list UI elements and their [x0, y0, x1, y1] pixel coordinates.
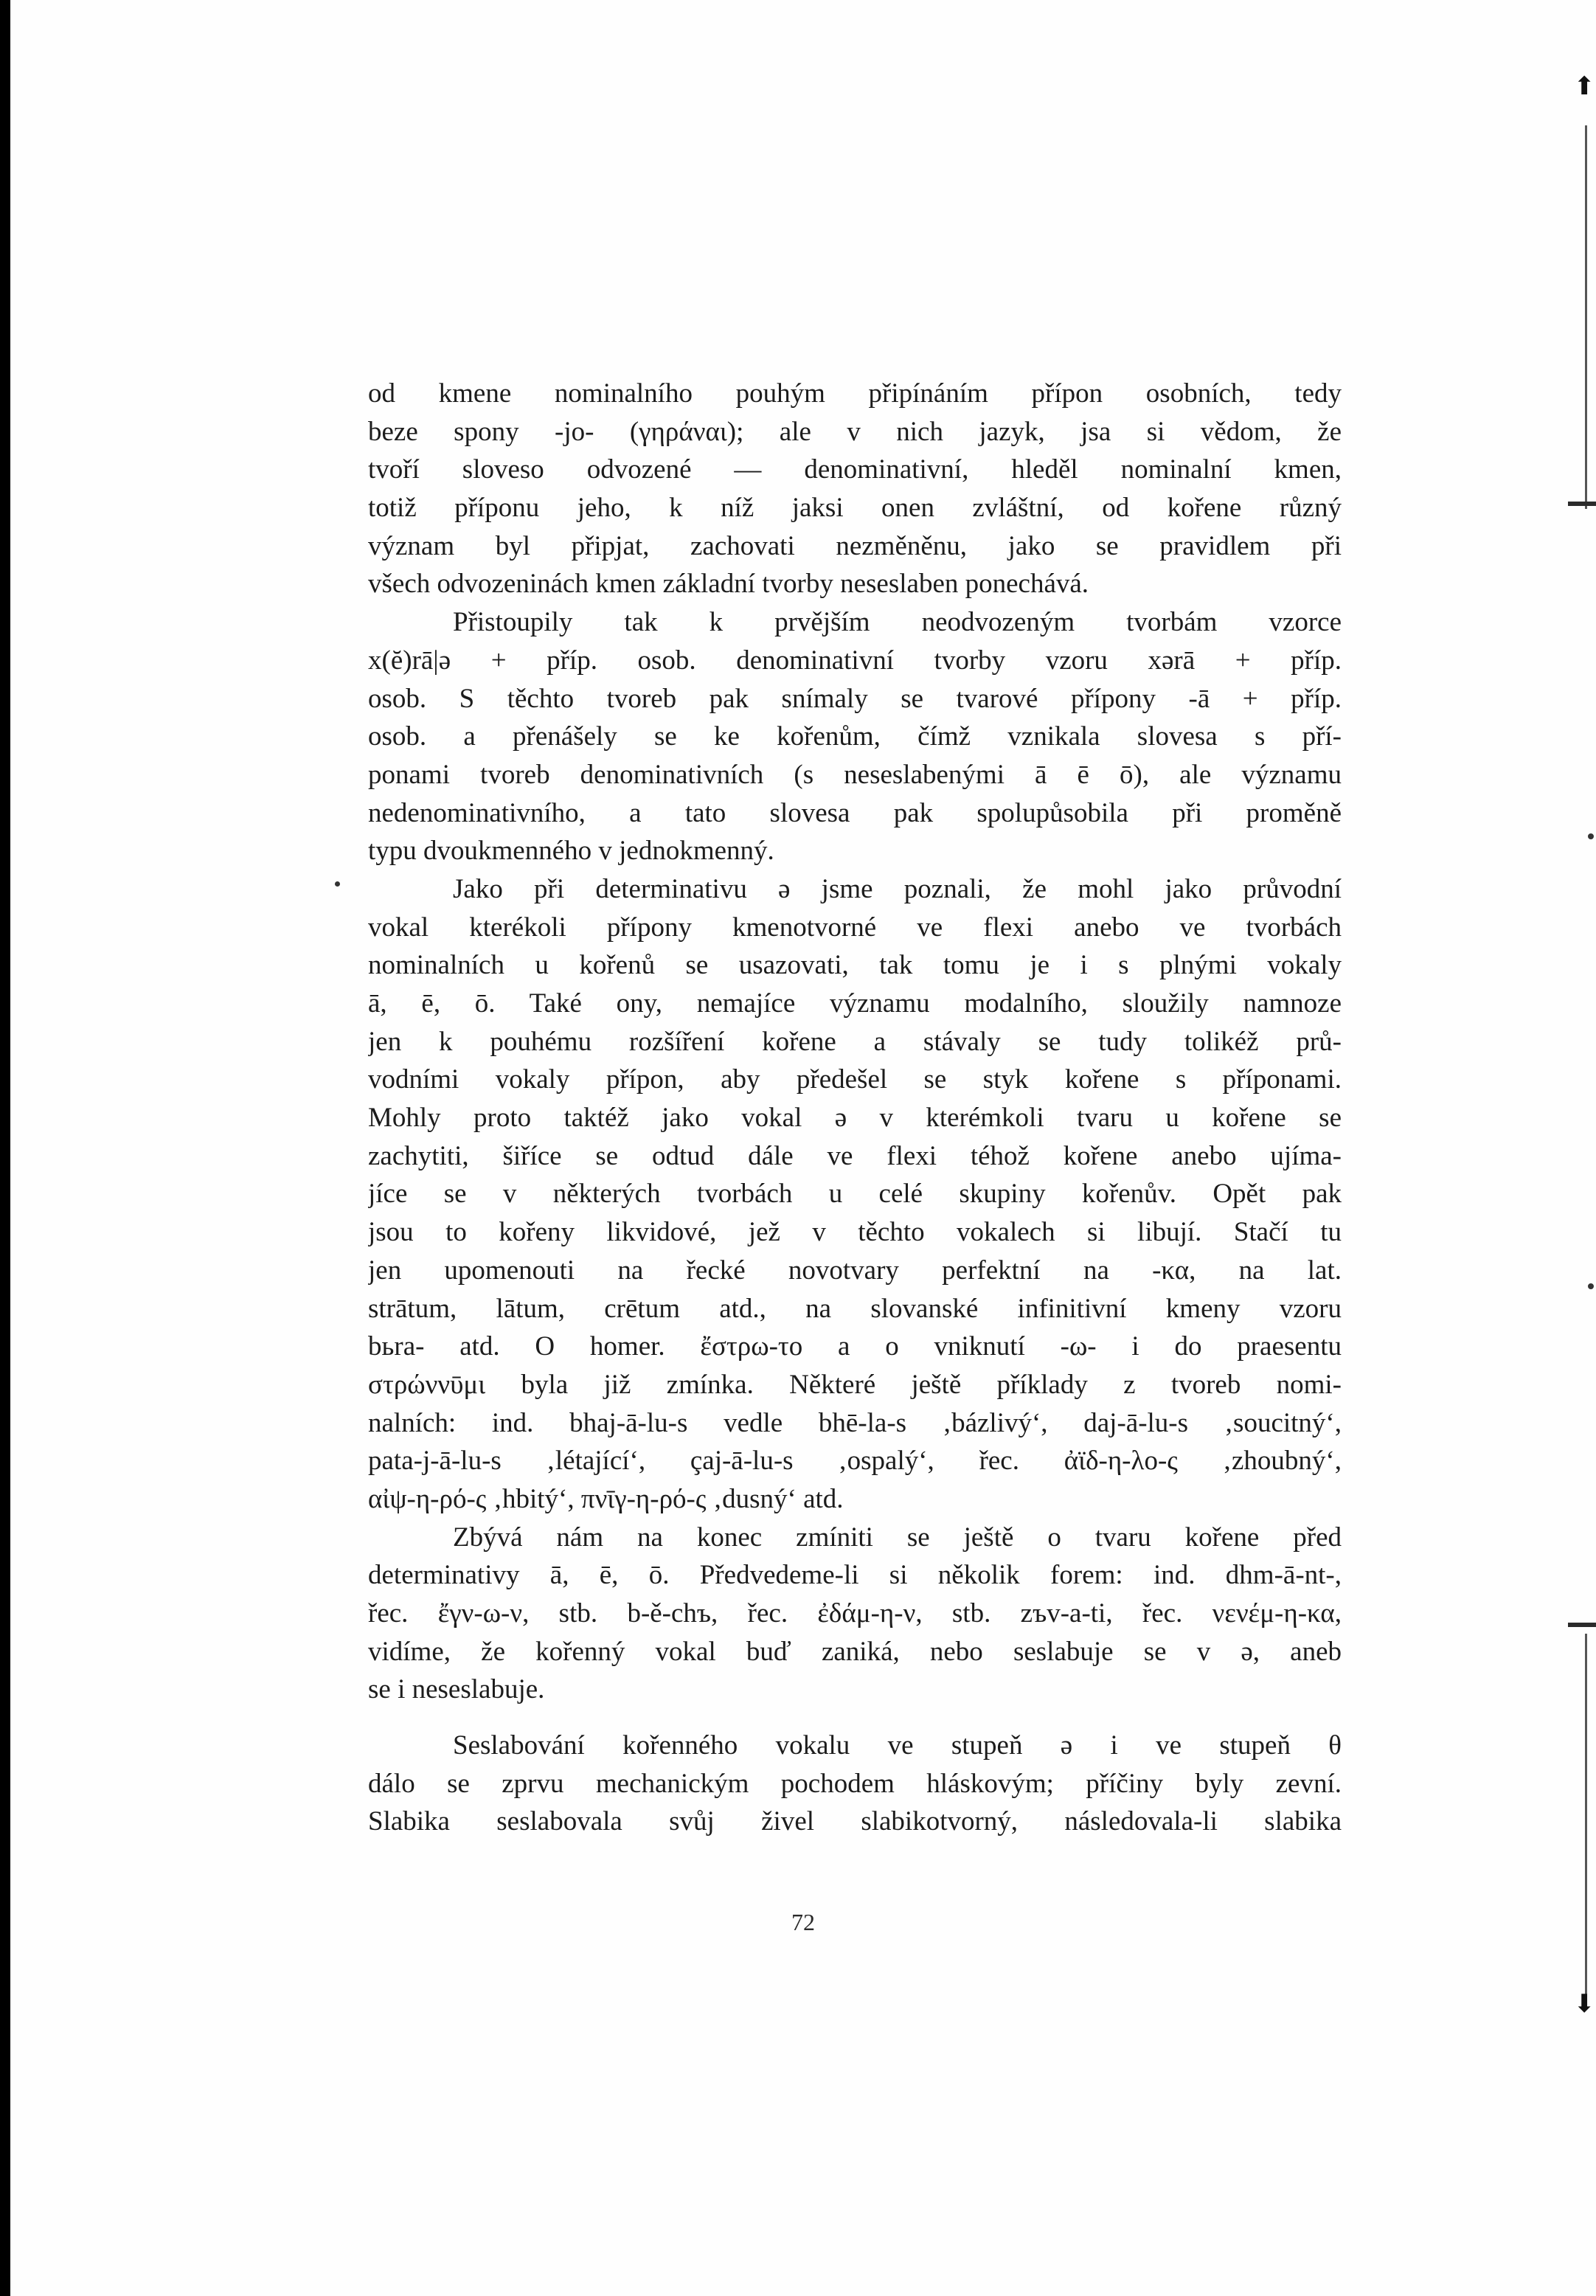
- scan-edge-rule: [1585, 125, 1587, 509]
- text-line: vokal kterékoli přípony kmenotvorné ve flexi anebo ve tvorbách: [368, 912, 1342, 943]
- text-line: jen upomenouti na řecké novotvary perfektní na -κα, na lat.: [368, 1255, 1342, 1286]
- text-line: všech odvozeninách kmen základní tvorby neseslaben ponechává.: [368, 569, 1089, 600]
- scan-arrow-up-icon: ⬆: [1574, 72, 1595, 101]
- scanned-page: [10, 0, 1596, 2296]
- text-line: beze spony -jo- (γηράναι); ale v nich jazyk, jsa si vědom, že: [368, 416, 1342, 447]
- text-line: osob. a přenášely se ke kořenům, čímž vznikala slovesa s pří-: [368, 721, 1342, 752]
- text-line: jíce se v některých tvorbách u celé skupiny kořenův. Opět pak: [368, 1179, 1342, 1210]
- text-line: στρώννῡμι byla již zmínka. Některé ještě příklady z tvoreb nomi-: [368, 1369, 1342, 1400]
- scan-registration-mark: [1568, 502, 1596, 506]
- text-line: zachytiti, šiříce se odtud dále ve flexi téhož kořene anebo ujíma-: [368, 1140, 1342, 1171]
- text-line: jsou to kořeny likvidové, jež v těchto vokalech si libují. Stačí tu: [368, 1217, 1342, 1248]
- text-line: strātum, lātum, crētum atd., na slovanské infinitivní kmeny vzoru: [368, 1293, 1342, 1324]
- text-line: význam byl připjat, zachovati nezměněnu, jako se pravidlem při: [368, 530, 1342, 561]
- text-line: od kmene nominalního pouhým připínáním přípon osobních, tedy: [368, 378, 1342, 409]
- scan-speck: [335, 881, 340, 887]
- text-line: se i neseslabuje.: [368, 1674, 545, 1705]
- page-number: 72: [791, 1909, 815, 1935]
- scan-edge-rule: [1585, 1634, 1587, 2002]
- text-line: Slabika seslabovala svůj živel slabikotvorný, následovala-li slabika: [368, 1806, 1342, 1837]
- text-line: tvoří sloveso odvozené — denominativní, hleděl nominalní kmen,: [368, 454, 1342, 485]
- text-line: vidíme, že kořenný vokal buď zaniká, nebo seslabuje se v ə, aneb: [368, 1636, 1342, 1667]
- text-line: totiž příponu jeho, k níž jaksi onen zvláštní, od kořene různý: [368, 493, 1342, 524]
- scan-registration-mark: [1568, 1623, 1596, 1627]
- text-line: nalních: ind. bhaj-ā-lu-s vedle bhē-la-s ‚bázlivý‘, daj-ā-lu-s ‚soucitný‘,: [368, 1407, 1342, 1438]
- text-line: nedenominativního, a tato slovesa pak spolupůsobila při proměně: [368, 797, 1342, 828]
- text-line: řec. ἔγν-ω-ν, stb. b-ě-chъ, řec. ἐδάμ-η-ν, stb. zъv-a-ti, řec. νενέμ-η-κα,: [368, 1598, 1342, 1629]
- scan-arrow-down-icon: ⬇: [1574, 1989, 1595, 2019]
- text-line: bьra- atd. O homer. ἔστρω-το a o vniknutí -ω- i do praesentu: [368, 1331, 1342, 1362]
- text-line: x(ĕ)rā|ə + příp. osob. denominativní tvorby vzoru xərā + příp.: [368, 645, 1342, 676]
- text-line: typu dvoukmenného v jednokmenný.: [368, 836, 774, 867]
- text-line: nominalních u kořenů se usazovati, tak tomu je i s plnými vokaly: [368, 950, 1342, 981]
- text-line: Mohly proto taktéž jako vokal ə v kterémkoli tvaru u kořene se: [368, 1103, 1342, 1134]
- text-line: Seslabování kořenného vokalu ve stupeň ə i ve stupeň θ: [453, 1730, 1342, 1761]
- text-line: jen k pouhému rozšíření kořene a stávaly se tudy tolikéž prů-: [368, 1026, 1342, 1057]
- scan-dot: [1588, 1283, 1594, 1289]
- scan-dot: [1588, 833, 1594, 839]
- text-line: αἰψ-η-ρό-ς ‚hbitý‘, πνῑγ-η-ρό-ς ‚dusný‘ atd.: [368, 1483, 844, 1514]
- text-line: ā, ē, ō. Také ony, nemajíce významu modalního, sloužily namnoze: [368, 988, 1342, 1019]
- text-line: vodními vokaly přípon, aby předešel se styk kořene s příponami.: [368, 1064, 1342, 1095]
- text-line: dálo se zprvu mechanickým pochodem hláskovým; příčiny byly zevní.: [368, 1768, 1342, 1799]
- text-line: determinativy ā, ē, ō. Předvedeme-li si několik forem: ind. dhm-ā-nt-,: [368, 1560, 1342, 1591]
- text-line: Přistoupily tak k prvějším neodvozeným tvorbám vzorce: [453, 607, 1342, 638]
- text-line: Zbývá nám na konec zmíniti se ještě o tvaru kořene před: [453, 1522, 1342, 1553]
- text-line: osob. S těchto tvoreb pak snímaly se tvarové přípony -ā + příp.: [368, 683, 1342, 714]
- text-line: Jako při determinativu ə jsme poznali, že mohl jako průvodní: [453, 873, 1342, 904]
- body-text: [368, 375, 1342, 1841]
- text-line: pata-j-ā-lu-s ‚létající‘, çaj-ā-lu-s ‚ospalý‘, řec. ἀϊδ-η-λο-ς ‚zhoubný‘,: [368, 1446, 1342, 1477]
- text-line: ponami tvoreb denominativních (s neseslabenými ā ē ō), ale významu: [368, 759, 1342, 790]
